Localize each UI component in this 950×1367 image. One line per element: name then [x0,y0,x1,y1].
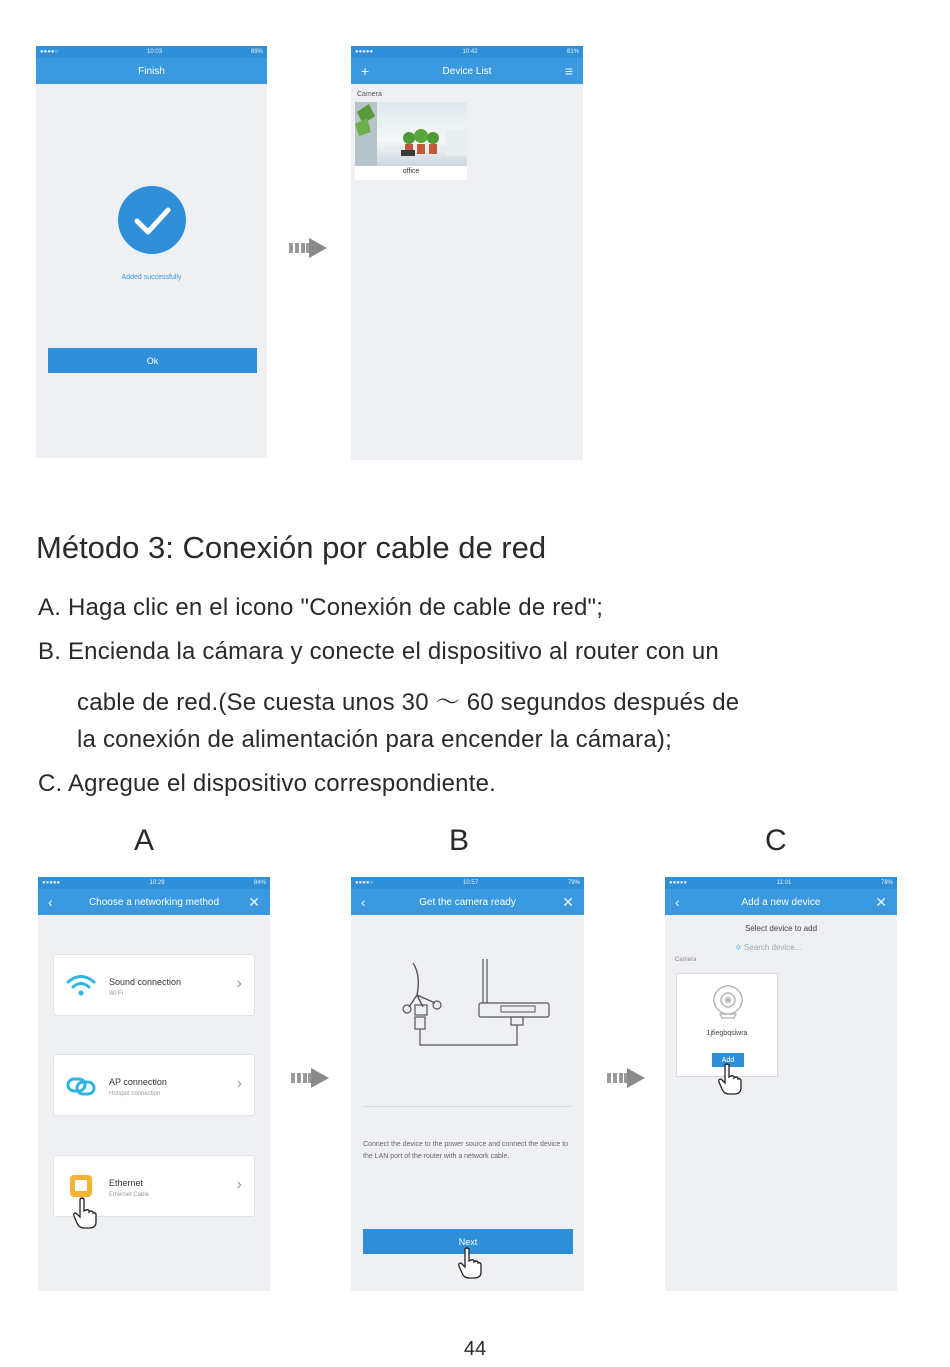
nav-bar [36,58,267,84]
option-sound-connection[interactable] [53,954,255,1016]
status-time: 10:03 [147,49,163,55]
screen-title: Device List [442,65,492,77]
screen-title: Get the camera ready [419,896,516,908]
found-device-card[interactable] [676,973,778,1077]
finish-screen [36,46,267,458]
pointer-hand-icon [717,1063,743,1095]
chevron-right-icon: › [236,1176,242,1193]
flow-arrow [607,1068,647,1088]
status-time: 10:42 [462,49,478,55]
back-icon[interactable]: ‹ [48,894,53,910]
search-status-text: Search device... [743,943,802,952]
status-bar [351,877,584,889]
close-icon[interactable]: ✕ [562,893,574,910]
status-battery: 89% [250,49,263,55]
signal-icon: ●●●●○ [40,49,59,55]
close-icon[interactable]: ✕ [248,893,260,910]
screen-title: Finish [138,65,165,77]
nav-bar [351,889,584,915]
device-tile[interactable] [355,102,467,180]
back-icon[interactable]: ‹ [675,894,680,910]
loading-spinner-icon: ✲ [735,943,744,952]
status-battery: 84% [253,880,266,886]
status-time: 11:01 [776,880,792,886]
search-status [735,943,801,952]
status-time: 10:57 [463,880,479,886]
option-title: AP connection [109,1077,167,1087]
status-time: 10:29 [149,880,165,886]
step-b-line1: B. Encienda la cámara y conecte el dispositivo al router con un [38,638,719,665]
menu-icon[interactable]: ≡ [564,63,573,79]
status-bar [38,877,270,889]
step-c: C. Agregue el dispositivo correspondiente. [38,770,497,797]
status-battery: 81% [566,49,579,55]
signal-icon: ●●●●● [669,880,688,886]
add-icon[interactable]: + [361,63,370,79]
status-bar [351,46,583,58]
choose-network-screen [38,877,270,1291]
option-subtitle: Ethernet Cable [109,1192,150,1198]
close-icon[interactable]: ✕ [875,893,887,910]
option-ap-connection[interactable] [53,1054,255,1116]
option-subtitle: Hotspot connection [109,1091,161,1097]
select-device-label: Select device to add [744,924,818,933]
page-number: 44 [463,1338,487,1360]
flow-arrow [291,1068,331,1088]
chevron-right-icon: › [236,1075,242,1092]
signal-icon: ●●●●○ [355,880,374,886]
step-b-line3: la conexión de alimentación para encender la cámara); [77,726,672,753]
pointer-hand-icon [457,1247,483,1279]
signal-icon: ●●●●● [42,880,61,886]
divider [363,1106,572,1107]
status-bar [665,877,897,889]
link-icon [66,1073,96,1099]
option-subtitle: Wi-Fi [109,991,123,997]
status-bar [36,46,267,58]
nav-bar [351,58,583,84]
flow-arrow [289,238,329,258]
camera-thumbnail [355,102,467,166]
instruction-text: Connect the device to the power source and connect the device to the LAN port of the router with a network cable. [363,1141,569,1160]
device-list-screen [351,46,583,460]
option-title: Sound connection [109,977,182,987]
label-a: A [134,824,155,857]
device-name: office [402,168,420,175]
nav-bar [665,889,897,915]
section-label: Camera [357,91,382,98]
status-battery: 79% [567,880,580,886]
device-id: 1jfiegbqsiwra [706,1030,748,1037]
success-message: Added successfully [121,274,182,281]
section-label: Camera [675,957,697,963]
nav-bar [38,889,270,915]
camera-router-diagram [391,955,551,1055]
success-check-icon [118,186,186,254]
label-c: C [765,824,787,857]
step-b-line2: cable de red.(Se cuesta unos 30 ～ 60 segundos después de [77,689,740,716]
option-title: Ethernet [109,1178,144,1188]
wifi-icon [66,973,96,999]
step-a: A. Haga clic en el icono "Conexión de cable de red"; [38,594,604,621]
camera-ready-screen [351,877,584,1291]
pointer-hand-icon [72,1197,98,1229]
method-heading: Método 3: Conexión por cable de red [36,530,547,565]
status-battery: 78% [880,880,893,886]
screen-title: Choose a networking method [88,896,220,908]
ok-button[interactable]: Ok [48,348,257,373]
screen-title: Add a new device [741,896,821,908]
add-device-screen [665,877,897,1291]
camera-icon [710,984,746,1020]
label-b: B [449,824,470,857]
add-button[interactable]: Add [712,1053,744,1067]
chevron-right-icon: › [236,975,242,992]
signal-icon: ●●●●● [355,49,374,55]
next-button[interactable]: Next [363,1229,573,1254]
back-icon[interactable]: ‹ [361,894,366,910]
